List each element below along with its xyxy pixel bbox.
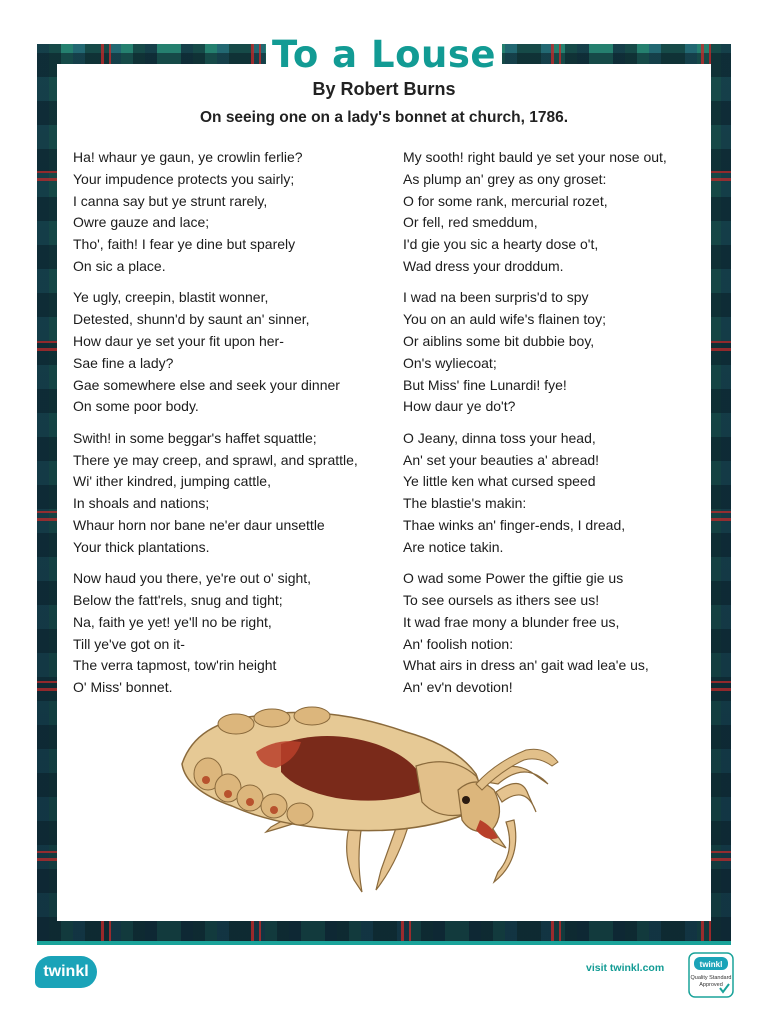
- poem-line: I'd gie you sic a hearty dose o't,: [403, 236, 599, 253]
- poem-line: Detested, shunn'd by saunt an' sinner,: [73, 311, 310, 328]
- poem-line: My sooth! right bauld ye set your nose out,: [403, 149, 667, 165]
- poem-line: Ye ugly, creepin, blastit wonner,: [73, 289, 269, 306]
- poem-line: How daur ye set your fit upon her-: [73, 332, 284, 349]
- poem-line: An' ev'n devotion!: [403, 679, 513, 696]
- poem-line: The verra tapmost, tow'rin height: [73, 657, 277, 674]
- poem-line: On's wyliecoat;: [403, 354, 497, 371]
- footer-rule: [37, 941, 731, 945]
- poem-line: Ha! whaur ye gaun, ye crowlin ferlie?: [73, 149, 303, 165]
- poem-stanza: [403, 428, 708, 559]
- poem-line: Sae fine a lady?: [73, 354, 174, 371]
- badge-line3: Approved: [699, 982, 723, 988]
- poem-line: What airs in dress an' gait wad lea'e us,: [403, 657, 649, 674]
- poem-subtitle: On seeing one on a lady's bonnet at church, 1786.: [199, 109, 569, 126]
- poem-line: O Jeany, dinna toss your head,: [403, 429, 596, 446]
- poem-line: To see oursels as ithers see us!: [403, 591, 600, 608]
- poem-line: Or aiblins some bit dubbie boy,: [403, 332, 595, 349]
- poem-line: Whaur horn nor bane ne'er daur unsettle: [73, 516, 325, 533]
- poem-line: O for some rank, mercurial rozet,: [403, 192, 608, 209]
- logo-text: twinkl: [43, 963, 89, 980]
- poem-line: An' set your beauties a' abread!: [403, 451, 600, 468]
- poem-stanza: [73, 428, 393, 559]
- poem-line: Ye little ken what cursed speed: [403, 473, 596, 490]
- poem-line: Or fell, red smeddum,: [403, 214, 538, 231]
- twinkl-logo[interactable]: [35, 956, 97, 988]
- page-title: To a Louse: [272, 33, 496, 76]
- louse-illustration: [176, 702, 572, 898]
- poem-line: Gae somewhere else and seek your dinner: [73, 376, 340, 393]
- poem-stanza: [403, 287, 708, 418]
- poem-line: I wad na been surpris'd to spy: [403, 289, 589, 306]
- poem-stanza: [73, 287, 393, 418]
- poem-line: Below the fatt'rels, snug and tight;: [73, 591, 283, 608]
- poem-line: Now haud you there, ye're out o' sight,: [73, 570, 312, 587]
- poem-line: How daur ye do't?: [403, 398, 516, 415]
- poem-line: O wad some Power the giftie gie us: [403, 570, 624, 587]
- poem-line: Till ye've got on it-: [73, 635, 185, 652]
- poem-line: Are notice takin.: [403, 538, 504, 555]
- poem-stanza: [73, 568, 393, 699]
- poem-line: I canna say but ye strunt rarely,: [73, 192, 268, 209]
- title-banner: [266, 30, 502, 80]
- poem-line: Owre gauze and lace;: [73, 214, 210, 231]
- poem-line: You on an auld wife's flainen toy;: [403, 311, 606, 328]
- poem-stanza: [73, 147, 393, 278]
- quality-badge-icon: [688, 952, 734, 998]
- poem-line: Tho', faith! I fear ye dine but sparely: [73, 236, 296, 253]
- poem-stanza: [403, 147, 708, 278]
- poem-line: As plump an' grey as ony groset:: [403, 170, 607, 187]
- poem-line: An' foolish notion:: [403, 635, 514, 652]
- poem-column-left: [73, 147, 393, 709]
- poem-line: Your impudence protects you sairly;: [73, 170, 295, 187]
- poem-line: On some poor body.: [73, 398, 199, 415]
- poem-line: The blastie's makin:: [403, 495, 527, 512]
- poem-line: Thae winks an' finger-ends, I dread,: [403, 516, 626, 533]
- poem-line: Swith! in some beggar's haffet squattle;: [73, 429, 317, 446]
- poem-line: O' Miss' bonnet.: [73, 679, 173, 696]
- poem-line: On sic a place.: [73, 257, 166, 274]
- poem-stanza: [403, 568, 708, 699]
- badge-line2: Quality Standard: [690, 975, 732, 981]
- visit-link[interactable]: visit twinkl.com: [586, 962, 665, 974]
- poem-line: Na, faith ye yet! ye'll no be right,: [73, 613, 272, 630]
- poem-author: By Robert Burns: [312, 79, 456, 99]
- poem-line: Your thick plantations.: [73, 538, 210, 555]
- poem-line: There ye may creep, and sprawl, and sprattle,: [73, 451, 358, 468]
- poem-line: But Miss' fine Lunardi! fye!: [403, 376, 567, 393]
- poem-line: It wad frae mony a blunder free us,: [403, 613, 620, 630]
- poem-column-right: [403, 147, 708, 709]
- poem-line: Wad dress your droddum.: [403, 257, 564, 274]
- badge-line1: twinkl: [699, 960, 723, 969]
- poem-line: In shoals and nations;: [73, 495, 210, 512]
- poem-line: Wi' ither kindred, jumping cattle,: [73, 473, 271, 490]
